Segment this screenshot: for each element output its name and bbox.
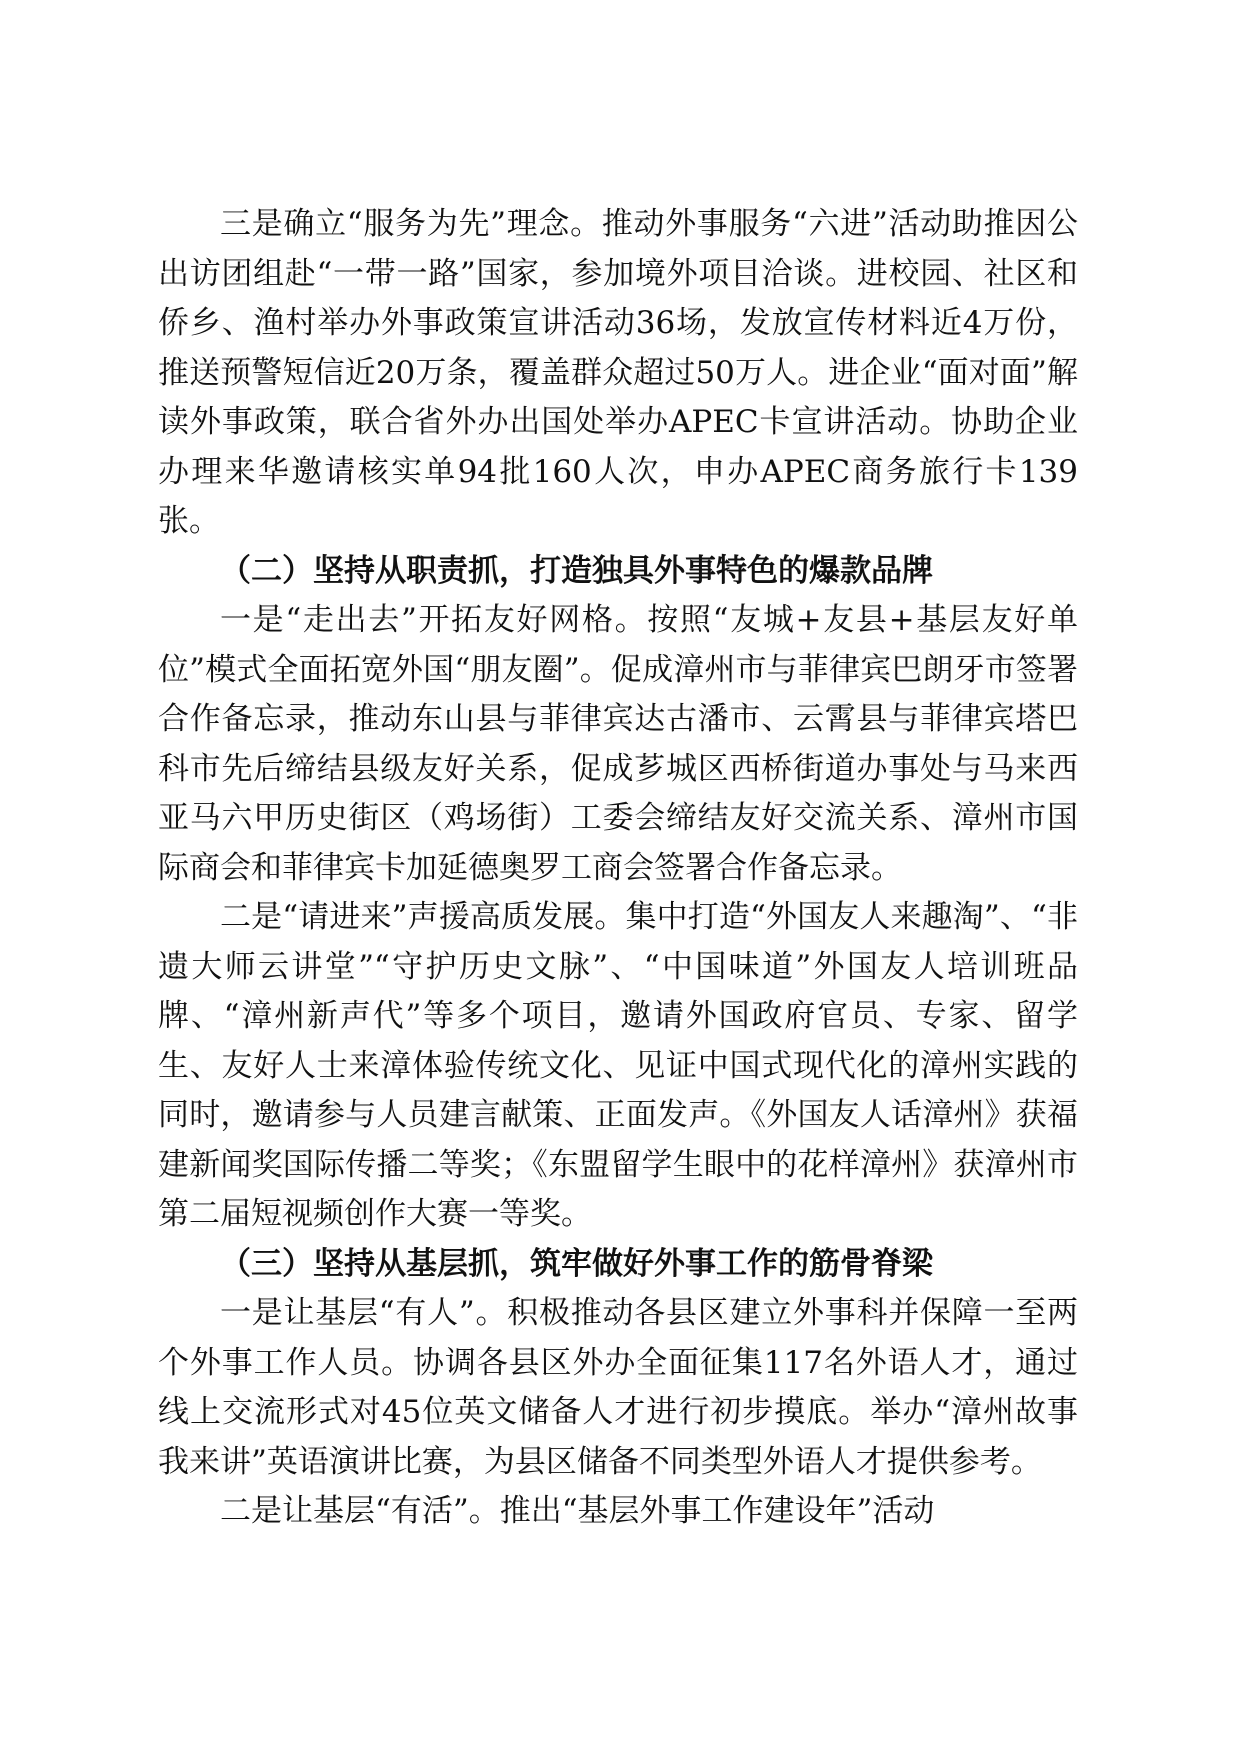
paragraph-grassroots-staff: 一是让基层“有人”。积极推动各县区建立外事科并保障一至两个外事工作人员。协调各县区外办全面征集117名外语人才，通过线上交流形式对45位英文储备人才进行初步摸底。举办“漳州故事我来讲”英语演讲比赛，为县区储备不同类型外语人才提供参考。	[158, 1295, 1078, 1480]
section-heading-2: （二）坚持从职责抓，打造独具外事特色的爆款品牌	[220, 552, 933, 589]
paragraph-going-out: 一是“走出去”开拓友好网格。按照“友城+友县+基层友好单位”模式全面拓宽外国“朋友圈”。促成漳州市与菲律宾巴朗牙市签署合作备忘录，推动东山县与菲律宾达古潘市、云霄县与菲律宾塔巴科市先后缔结县级友好关系，促成芗城区西桥街道办事处与马来西亚马六甲历史街区（鸡场街）工委会缔结友好交流关系、漳州市国际商会和菲律宾卡加延德奥罗工商会签署合作备忘录。	[158, 602, 1078, 886]
paragraph-service-first: 三是确立“服务为先”理念。推动外事服务“六进”活动助推因公出访团组赴“一带一路”国家，参加境外项目洽谈。进校园、社区和侨乡、渔村举办外事政策宣讲活动36场，发放宣传材料近4万份，推送预警短信近20万条，覆盖群众超过50万人。进企业“面对面”解读外事政策，联合省外办出国处举办APEC卡宣讲活动。协助企业办理来华邀请核实单94批160人次，申办APEC商务旅行卡139张。	[158, 206, 1078, 539]
paragraph-inviting-in: 二是“请进来”声援高质发展。集中打造“外国友人来趣淘”、“非遗大师云讲堂”“守护历史文脉”、“中国味道”外国友人培训班品牌、“漳州新声代”等多个项目，邀请外国政府官员、专家、留学生、友好人士来漳体验传统文化、见证中国式现代化的漳州实践的同时，邀请参与人员建言献策、正面发声。《外国友人话漳州》获福建新闻奖国际传播二等奖；《东盟留学生眼中的花样漳州》获漳州市第二届短视频创作大赛一等奖。	[158, 899, 1078, 1232]
paragraph-grassroots-activity: 二是让基层“有活”。推出“基层外事工作建设年”活动	[220, 1493, 935, 1529]
section-heading-3: （三）坚持从基层抓，筑牢做好外事工作的筋骨脊梁	[220, 1245, 933, 1282]
document-body	[158, 200, 1078, 1537]
